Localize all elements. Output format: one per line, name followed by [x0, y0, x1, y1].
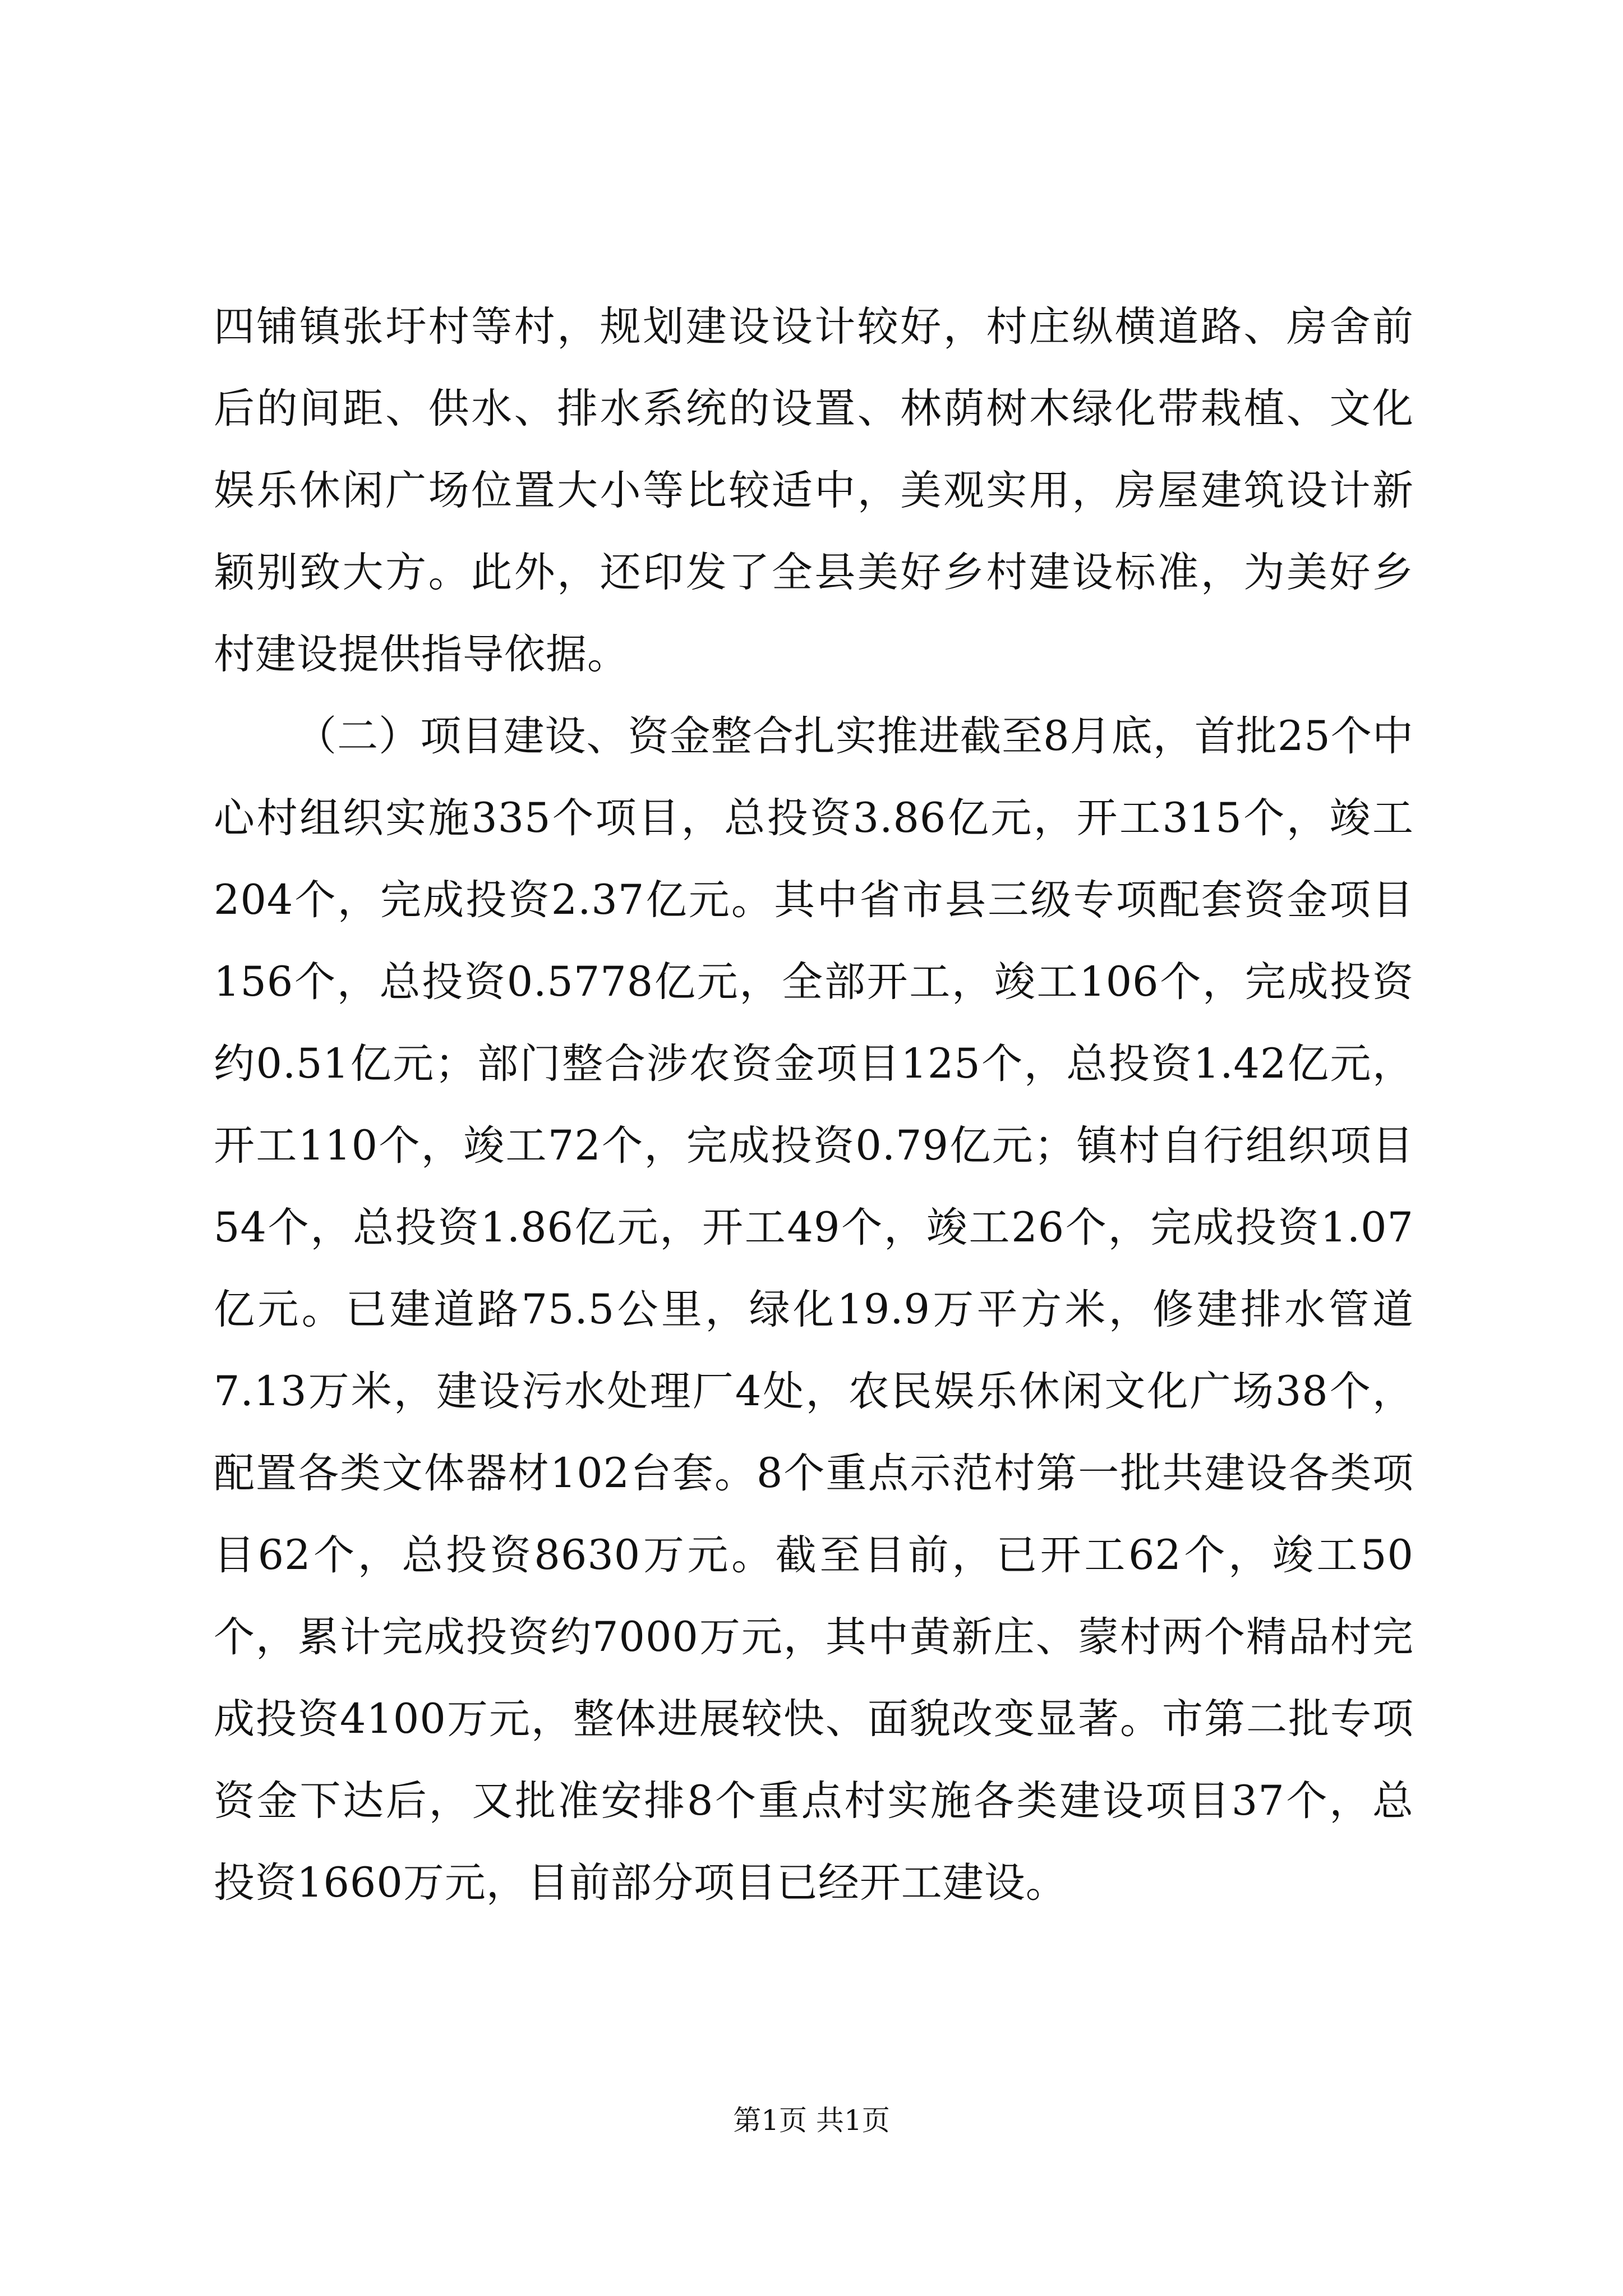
paragraph-village-planning: 四铺镇张圩村等村，规划建设设计较好，村庄纵横道路、房舍前后的间距、供水、排水系统的设置、林荫树木绿化带栽植、文化娱乐休闲广场位置大小等比较适中，美观实用，房屋建筑设计新颖别致大方。此外，还印发了全县美好乡村建设标准，为美好乡村建设提供指导依据。	[214, 303, 1414, 678]
page-footer: 第1页 共1页	[733, 2104, 890, 2137]
document-body	[214, 286, 1414, 1924]
paragraph-project-funding: （二）项目建设、资金整合扎实推进截至8月底，首批25个中心村组织实施335个项目，总投资3.86亿元，开工315个，竣工204个，完成投资2.37亿元。其中省市县三级专项配套资金项目156个，总投资0.5778亿元，全部开工，竣工106个，完成投资约0.51亿元；部门整合涉农资金项目125个，总投资1.42亿元，开工110个，竣工72个，完成投资0.79亿元；镇村自行组织项目54个，总投资1.86亿元，开工49个，竣工26个，完成投资1.07亿元。已建道路75.5公里，绿化19.9万平方米，修建排水管道7.13万米，建设污水处理厂4处，农民娱乐休闲文化广场38个，配置各类文体器材102台套。8个重点示范村第一批共建设各类项目62个，总投资8630万元。截至目前，已开工62个，竣工50个，累计完成投资约7000万元，其中黄新庄、蒙村两个精品村完成投资4100万元，整体进展较快、面貌改变显著。市第二批专项资金下达后，又批准安排8个重点村实施各类建设项目37个，总投资1660万元，目前部分项目已经开工建设。	[214, 712, 1414, 1907]
